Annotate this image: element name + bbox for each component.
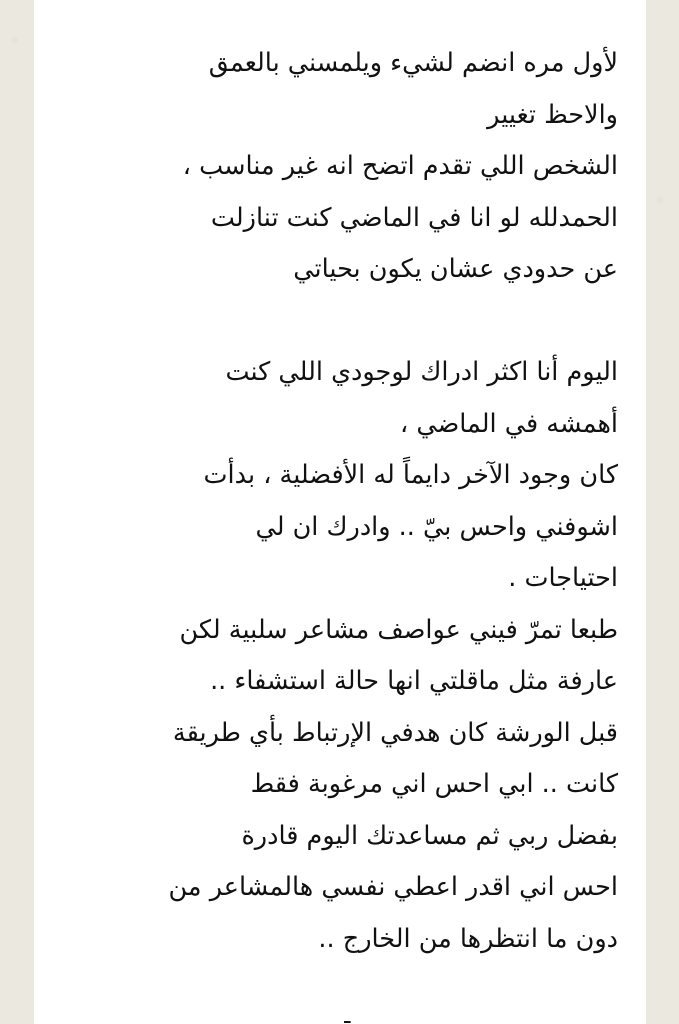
- message-line: اليوم أنا اكثر ادراك لوجودي اللي كنت: [225, 357, 618, 387]
- message-line: الحمدلله لو انا في الماضي كنت تنازلت: [210, 202, 618, 233]
- message-line: الشخص اللي تقدم اتضح انه غير مناسب ،: [182, 151, 618, 181]
- truncated-text-fragment: ـ: [344, 1010, 351, 1024]
- message-line: والاحظ تغيير: [487, 99, 618, 130]
- message-line: أهمشه في الماضي ،: [400, 408, 618, 439]
- message-line: احتياجات .: [508, 563, 618, 593]
- message-line: دون ما انتظرها من الخارج ..: [318, 923, 618, 954]
- message-line: لأول مره انضم لشيء ويلمسني بالعمق: [208, 48, 618, 78]
- message-line: كانت .. ابي احس اني مرغوبة فقط: [250, 769, 618, 799]
- message-line: اشوفني واحس بيّ .. وادرك ان لي: [255, 511, 618, 542]
- message-bubble[interactable]: [34, 0, 646, 1024]
- message-line: طبعا تمرّ فيني عواصف مشاعر سلبية لكن: [179, 614, 618, 645]
- message-line: احس اني اقدر اعطي نفسي هالمشاعر من: [168, 872, 618, 902]
- message-line: قبل الورشة كان هدفي الإرتباط بأي طريقة: [172, 717, 618, 748]
- message-line: عن حدودي عشان يكون بحياتي: [293, 254, 618, 284]
- message-line: عارفة مثل ماقلتي انها حالة استشفاء ..: [210, 666, 618, 696]
- message-text: [54, 38, 618, 965]
- message-line: بفضل ربي ثم مساعدتك اليوم قادرة: [241, 820, 618, 851]
- message-line: كان وجود الآخر دايماً له الأفضلية ، بدأت: [203, 460, 618, 490]
- message-line-blank: [54, 296, 618, 348]
